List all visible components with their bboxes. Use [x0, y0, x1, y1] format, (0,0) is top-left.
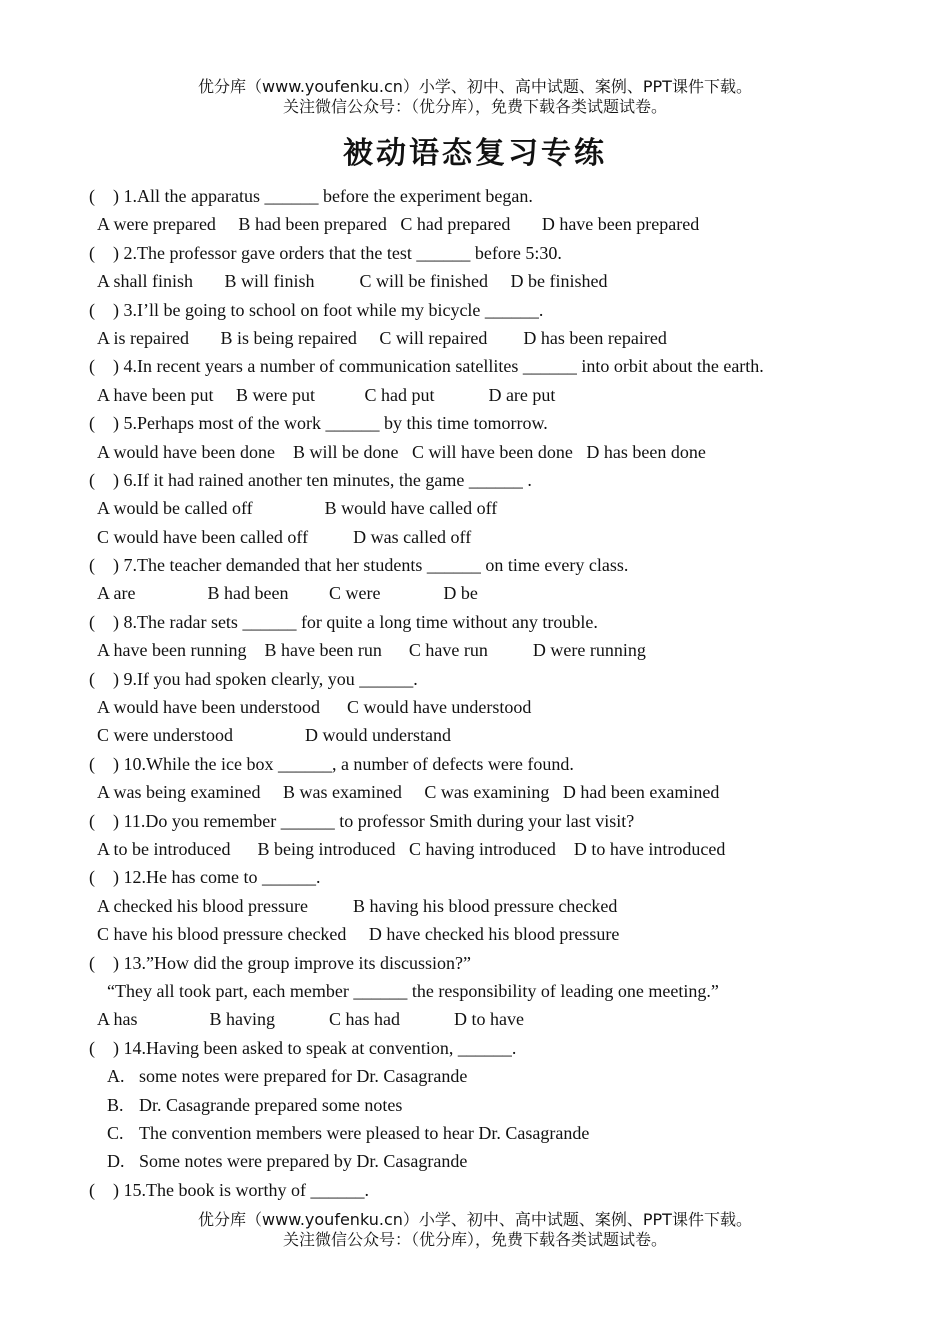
- answer-option-item: [89, 1091, 889, 1119]
- option-text: The convention members were pleased to hear Dr. Casagrande: [139, 1122, 590, 1143]
- option-label: D.: [107, 1151, 125, 1172]
- answer-option-item: [89, 1119, 889, 1147]
- answer-option-item: [89, 1062, 889, 1090]
- answer-options: A checked his blood pressure B having his blood pressure checked: [97, 895, 618, 916]
- question-stem: ( ) 13.”How did the group improve its discussion?”: [89, 952, 471, 973]
- question-stem: ( ) 4.In recent years a number of communication satellites ______ into orbit about the earth.: [89, 356, 764, 377]
- answer-options: A has B having C has had D to have: [97, 1009, 524, 1030]
- option-text: Dr. Casagrande prepared some notes: [139, 1094, 403, 1115]
- page-footer: [0, 1210, 950, 1250]
- answer-options: A were prepared B had been prepared C had prepared D have been prepared: [97, 214, 700, 235]
- option-text: Some notes were prepared by Dr. Casagrande: [139, 1151, 468, 1172]
- question-stem: ( ) 12.He has come to ______.: [89, 867, 321, 888]
- question-list: [89, 182, 889, 1204]
- answer-options: A shall finish B will finish C will be finished D be finished: [97, 271, 608, 292]
- answer-options: A are B had been C were D be: [97, 583, 478, 604]
- option-label: B.: [107, 1094, 124, 1115]
- answer-options: A would have been done B will be done C will have been done D has been done: [97, 441, 706, 462]
- footer-line-2: 关注微信公众号：（优分库），免费下载各类试题试卷。: [282, 1230, 667, 1249]
- answer-options: A have been running B have been run C have run D were running: [97, 640, 646, 661]
- answer-option-item: [89, 1147, 889, 1175]
- question-stem: ( ) 10.While the ice box ______, a number of defects were found.: [89, 753, 574, 774]
- question-stem: ( ) 15.The book is worthy of ______.: [89, 1179, 369, 1200]
- answer-options: A would be called off B would have called off: [97, 498, 498, 519]
- option-label: A.: [107, 1066, 125, 1087]
- question-stem: ( ) 6.If it had rained another ten minutes, the game ______ .: [89, 469, 532, 490]
- question-stem: ( ) 5.Perhaps most of the work ______ by this time tomorrow.: [89, 413, 548, 434]
- question-stem: ( ) 11.Do you remember ______ to professor Smith during your last visit?: [89, 810, 635, 831]
- header-line-1: 优分库（www.youfenku.cn）小学、初中、高中试题、案例、PPT课件下载。: [198, 77, 752, 96]
- question-stem: ( ) 3.I’ll be going to school on foot while my bicycle ______.: [89, 299, 544, 320]
- question-stem: ( ) 7.The teacher demanded that her students ______ on time every class.: [89, 555, 629, 576]
- header-line-2: 关注微信公众号：（优分库），免费下载各类试题试卷。: [282, 97, 667, 116]
- answer-options: A have been put B were put C had put D are put: [97, 384, 556, 405]
- page-header: [0, 77, 950, 117]
- footer-line-1: 优分库（www.youfenku.cn）小学、初中、高中试题、案例、PPT课件下载。: [198, 1210, 752, 1229]
- answer-options: C would have been called off D was called off: [97, 526, 472, 547]
- page-title: 被动语态复习专练: [343, 136, 607, 171]
- question-stem: ( ) 1.All the apparatus ______ before the experiment began.: [89, 186, 533, 206]
- answer-options: C were understood D would understand: [97, 725, 451, 746]
- answer-options: A to be introduced B being introduced C having introduced D to have introduced: [97, 838, 726, 859]
- question-continuation: “They all took part, each member ______ the responsibility of leading one meeting.”: [107, 980, 719, 1001]
- answer-options: A was being examined B was examined C was examining D had been examined: [97, 782, 720, 803]
- answer-options: A is repaired B is being repaired C will repaired D has been repaired: [97, 327, 667, 348]
- option-label: C.: [107, 1122, 124, 1143]
- question-stem: ( ) 8.The radar sets ______ for quite a long time without any trouble.: [89, 611, 598, 632]
- question-stem: ( ) 14.Having been asked to speak at convention, ______.: [89, 1037, 517, 1058]
- question-stem: ( ) 9.If you had spoken clearly, you ______.: [89, 668, 418, 689]
- answer-options: C have his blood pressure checked D have checked his blood pressure: [97, 924, 620, 945]
- option-text: some notes were prepared for Dr. Casagrande: [139, 1066, 468, 1087]
- question-stem: ( ) 2.The professor gave orders that the test ______ before 5:30.: [89, 242, 562, 263]
- answer-options: A would have been understood C would have understood: [97, 697, 532, 718]
